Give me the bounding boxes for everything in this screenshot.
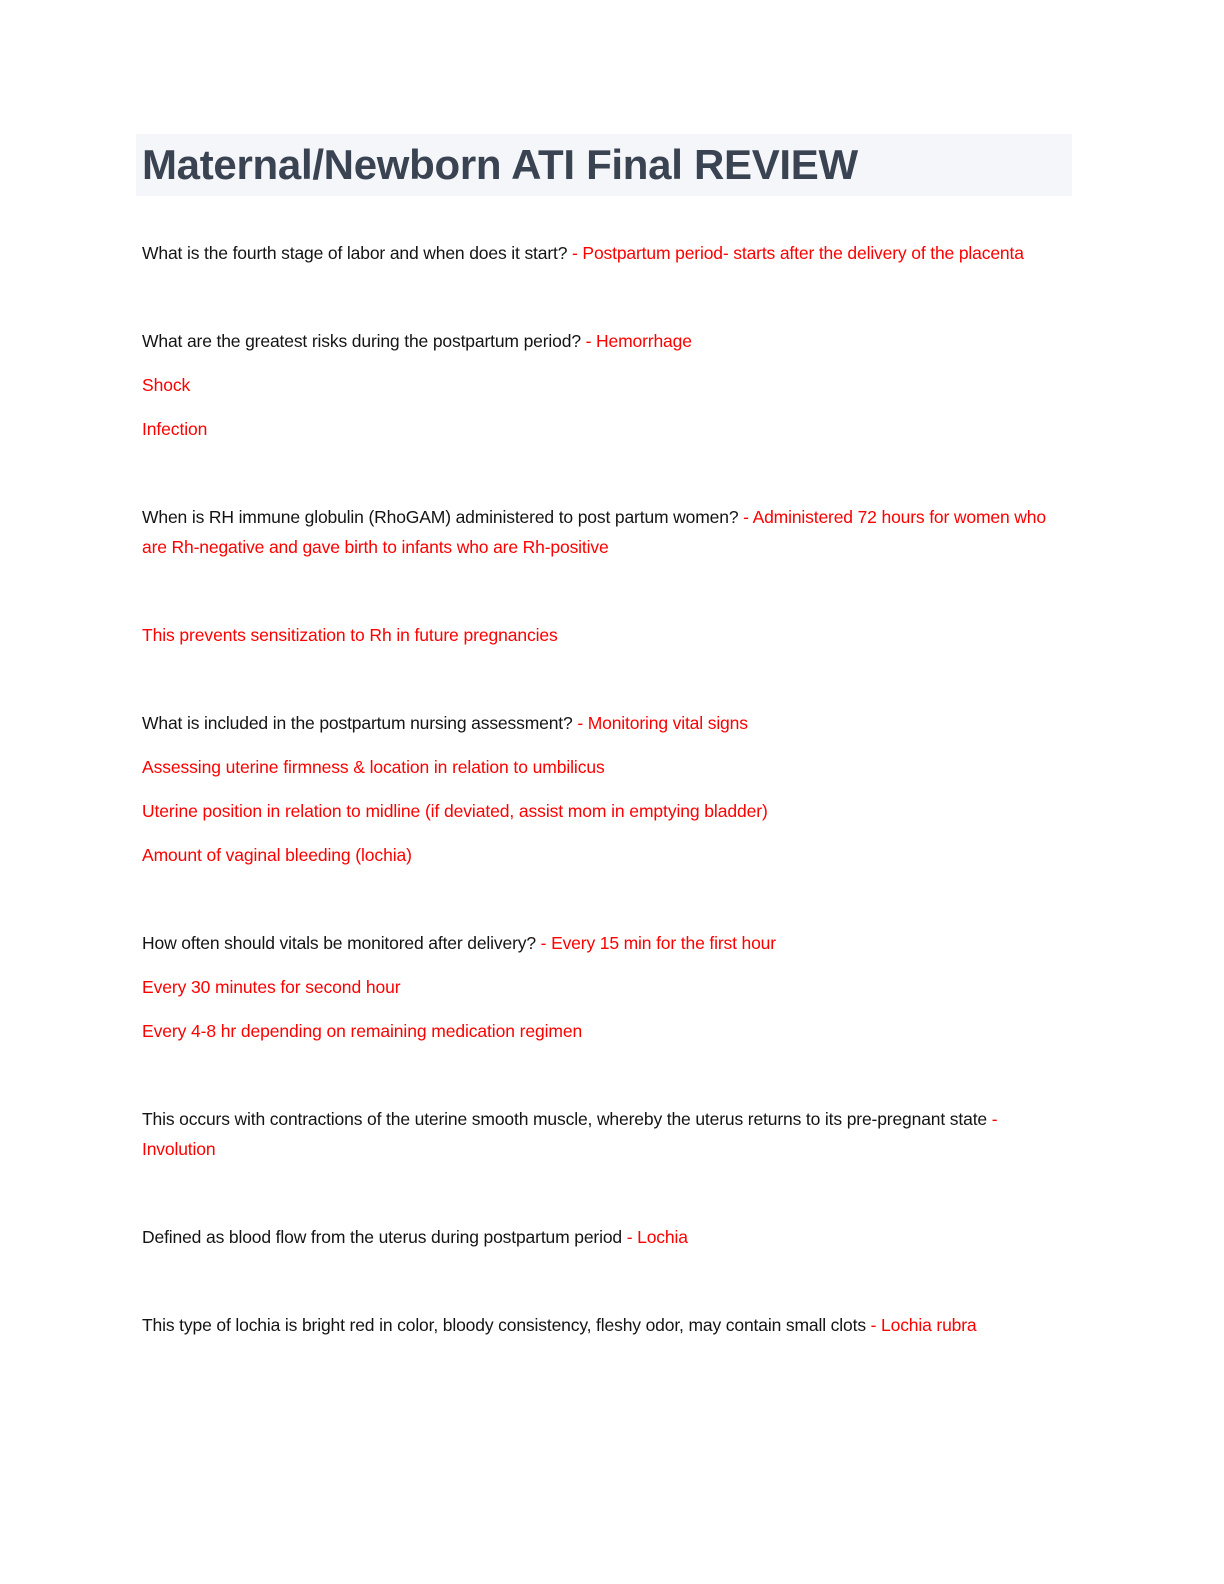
question-text: What is included in the postpartum nursing assessment? bbox=[142, 713, 573, 733]
line-spacer bbox=[142, 1002, 1074, 1016]
answer-text: Involution bbox=[142, 1139, 216, 1159]
question-text: What is the fourth stage of labor and when does it start? bbox=[142, 243, 568, 263]
question-text: How often should vitals be monitored after delivery? bbox=[142, 933, 536, 953]
qa-block bbox=[142, 1104, 1074, 1164]
answer-line: Every 30 minutes for second hour bbox=[142, 977, 401, 997]
answer-line: Uterine position in relation to midline (if deviated, assist mom in emptying bladder) bbox=[142, 801, 768, 821]
block-spacer bbox=[142, 650, 1074, 708]
answer-text: Administered 72 hours for women who are Rh-negative and gave birth to infants who are Rh-positive bbox=[142, 507, 1046, 557]
line-spacer bbox=[142, 356, 1074, 370]
question-text: What are the greatest risks during the postpartum period? bbox=[142, 331, 581, 351]
question-answer-paragraph bbox=[142, 928, 1074, 958]
block-spacer bbox=[142, 1164, 1074, 1222]
block-spacer bbox=[142, 870, 1074, 928]
line-spacer bbox=[142, 782, 1074, 796]
block-spacer bbox=[142, 1046, 1074, 1104]
answer-text: Lochia bbox=[637, 1227, 688, 1247]
question-answer-separator: - bbox=[865, 1315, 882, 1335]
question-answer-separator: - bbox=[580, 331, 597, 351]
qa-block bbox=[142, 708, 1074, 870]
block-spacer bbox=[142, 444, 1074, 502]
block-spacer bbox=[142, 1252, 1074, 1310]
qa-block bbox=[142, 502, 1074, 650]
question-text: When is RH immune globulin (RhoGAM) administered to post partum women? bbox=[142, 507, 739, 527]
question-answer-paragraph bbox=[142, 238, 1074, 268]
line-spacer bbox=[142, 958, 1074, 972]
line-spacer bbox=[142, 738, 1074, 752]
line-spacer bbox=[142, 826, 1074, 840]
question-answer-paragraph bbox=[142, 502, 1074, 562]
question-answer-separator: - bbox=[738, 507, 753, 527]
answer-line: Assessing uterine firmness & location in relation to umbilicus bbox=[142, 757, 605, 777]
document-body bbox=[142, 238, 1074, 1340]
block-spacer bbox=[142, 268, 1074, 326]
question-text: This type of lochia is bright red in color, bloody consistency, fleshy odor, may contain small clots bbox=[142, 1315, 866, 1335]
answer-line: This prevents sensitization to Rh in future pregnancies bbox=[142, 625, 558, 645]
question-answer-separator: - bbox=[572, 713, 588, 733]
answer-line: Every 4-8 hr depending on remaining medication regimen bbox=[142, 1021, 583, 1041]
question-answer-paragraph bbox=[142, 1310, 1074, 1340]
question-answer-separator: - bbox=[535, 933, 552, 953]
qa-block bbox=[142, 1222, 1074, 1252]
answer-text: Monitoring vital signs bbox=[587, 713, 748, 733]
line-spacer bbox=[142, 400, 1074, 414]
question-text: This occurs with contractions of the uterine smooth muscle, whereby the uterus returns to its pre-pregnant state bbox=[142, 1109, 987, 1129]
qa-block bbox=[142, 238, 1074, 268]
qa-block bbox=[142, 928, 1074, 1046]
question-answer-paragraph bbox=[142, 1104, 1074, 1164]
question-answer-separator: - bbox=[622, 1227, 638, 1247]
question-answer-paragraph bbox=[142, 708, 1074, 738]
question-answer-paragraph bbox=[142, 326, 1074, 356]
answer-text: Postpartum period- starts after the delivery of the placenta bbox=[582, 243, 1024, 263]
answer-line: Infection bbox=[142, 419, 208, 439]
qa-block bbox=[142, 326, 1074, 444]
question-text: Defined as blood flow from the uterus during postpartum period bbox=[142, 1227, 622, 1247]
question-answer-paragraph bbox=[142, 1222, 1074, 1252]
answer-text: Every 15 min for the first hour bbox=[551, 933, 776, 953]
answer-text: Lochia rubra bbox=[881, 1315, 977, 1335]
line-spacer bbox=[142, 562, 1074, 620]
qa-block bbox=[142, 1310, 1074, 1340]
question-answer-separator: - bbox=[987, 1109, 998, 1129]
page-title: Maternal/Newborn ATI Final REVIEW bbox=[142, 141, 858, 188]
answer-line: Shock bbox=[142, 375, 191, 395]
answer-text: Hemorrhage bbox=[596, 331, 692, 351]
question-answer-separator: - bbox=[567, 243, 583, 263]
answer-line: Amount of vaginal bleeding (lochia) bbox=[142, 845, 412, 865]
